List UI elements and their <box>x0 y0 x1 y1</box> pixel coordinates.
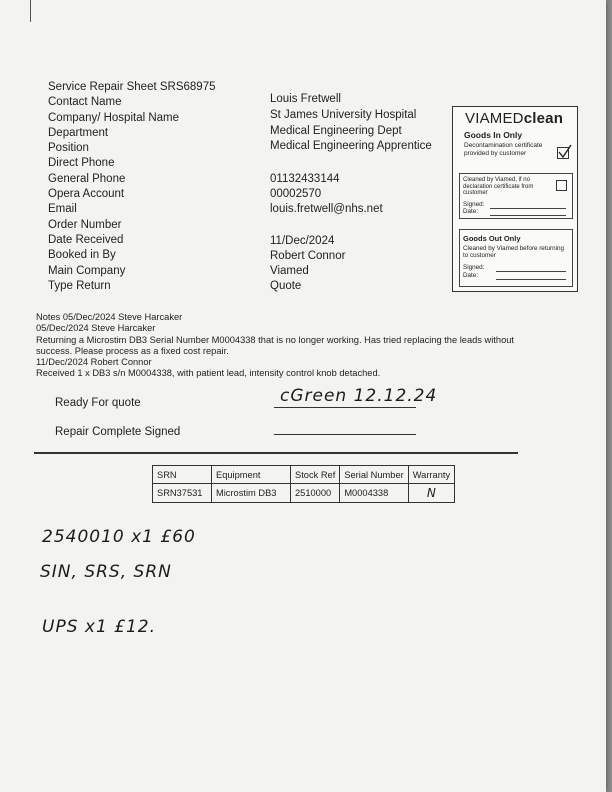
label-opera-account: Opera Account <box>48 188 125 201</box>
cleaned-by-viamed-text: Cleaned by Viamed, if no declaration certificate from customer <box>463 177 534 197</box>
notes-line: Notes 05/Dec/2024 Steve Harcaker <box>36 312 183 322</box>
header-warranty: Warranty <box>408 466 454 484</box>
label-department: Department <box>48 126 109 139</box>
header-stock-ref: Stock Ref <box>291 466 340 484</box>
page-edge-mark <box>30 0 31 22</box>
value-department: Medical Engineering Dept <box>270 125 402 137</box>
repair-complete-label: Repair Complete Signed <box>55 426 181 438</box>
cell-equipment: Microstim DB3 <box>212 484 291 503</box>
viamed-clean-box <box>452 106 578 292</box>
goods-in-text: Decontamination certificate provided by customer <box>464 142 543 157</box>
label-main-company: Main Company <box>48 264 126 277</box>
label-date-received: Date Received <box>48 233 124 246</box>
value-position: Medical Engineering Apprentice <box>270 140 432 152</box>
handwritten-note: SIN, SRS, SRN <box>40 562 172 582</box>
handwritten-note: 2540010 x1 £60 <box>42 527 196 547</box>
notes-line: 05/Dec/2024 Steve Harcaker <box>36 323 156 334</box>
label-order-number: Order Number <box>48 218 122 231</box>
goods-out-date-label: Date: <box>463 272 479 279</box>
cleaned-date-label: Date: <box>463 208 479 215</box>
ready-for-quote-label: Ready For quote <box>55 397 141 409</box>
notes-line: Returning a Microstim DB3 Serial Number M0004338 that is no longer working. Has tried replacing the leads without <box>36 334 514 345</box>
header-serial-number: Serial Number <box>340 466 408 484</box>
header-equipment: Equipment <box>212 466 291 484</box>
cell-srn: SRN37531 <box>153 484 212 503</box>
label-direct-phone: Direct Phone <box>48 157 115 170</box>
cleaned-by-viamed-checkbox[interactable] <box>556 180 567 191</box>
viamed-clean-logo: VIAMEDclean <box>465 110 564 127</box>
value-date-received: 11/Dec/2024 <box>270 235 335 247</box>
field-labels <box>48 80 216 294</box>
value-email: louis.fretwell@nhs.net <box>270 203 383 215</box>
notes-line: Received 1 x DB3 s/n M0004338, with patient lead, intensity control knob detached. <box>36 368 381 379</box>
table-header-row <box>153 466 455 484</box>
repair-signature-line <box>274 434 416 435</box>
label-email: Email <box>48 203 77 216</box>
cleaned-date-line <box>490 215 566 216</box>
cleaned-signed-line <box>490 208 566 209</box>
label-booked-in-by: Booked in By <box>48 249 116 262</box>
value-general-phone: 01132433144 <box>270 173 340 185</box>
cleaned-by-viamed-box <box>459 173 573 219</box>
equipment-table <box>152 465 455 503</box>
handwritten-note: UPS x1 £12. <box>42 617 157 637</box>
goods-in-title: Goods In Only <box>464 130 523 140</box>
header-srn: SRN <box>153 466 212 484</box>
check-mark-icon <box>556 144 572 160</box>
label-general-phone: General Phone <box>48 172 126 185</box>
cell-serial-number: M0004338 <box>340 484 408 503</box>
value-company: St James University Hospital <box>270 109 417 121</box>
goods-out-date-line <box>496 279 566 280</box>
notes-line: 11/Dec/2024 Robert Connor <box>36 357 152 368</box>
value-main-company: Viamed <box>270 265 309 277</box>
goods-out-box <box>459 229 573 287</box>
ready-for-quote-signature: cGreen 12.12.24 <box>280 386 438 406</box>
label-type-return: Type Return <box>48 279 111 292</box>
value-contact-name: Louis Fretwell <box>270 93 341 105</box>
cell-warranty: N <box>408 484 454 503</box>
label-company: Company/ Hospital Name <box>48 111 180 124</box>
value-booked-in-by: Robert Connor <box>270 250 346 262</box>
value-type-return: Quote <box>270 280 302 292</box>
goods-in-checkbox[interactable] <box>557 147 569 159</box>
notes-line: success. Please process as a fixed cost repair. <box>36 345 229 356</box>
table-row <box>153 484 455 503</box>
cell-stock-ref: 2510000 <box>291 484 340 503</box>
ready-signature-line <box>274 407 416 408</box>
goods-out-signed-label: Signed: <box>463 264 485 271</box>
goods-out-title: Goods Out Only <box>463 234 521 243</box>
goods-out-text: Cleaned by Viamed before returning to customer <box>463 245 565 259</box>
goods-out-signed-line <box>496 271 566 272</box>
cleaned-signed-label: Signed: <box>463 201 485 208</box>
label-contact-name: Contact Name <box>48 96 122 109</box>
section-divider <box>34 452 518 454</box>
notes-section <box>36 312 576 380</box>
label-position: Position <box>48 142 89 155</box>
value-opera-account: 00002570 <box>270 188 322 200</box>
label-title: Service Repair Sheet SRS68975 <box>48 81 216 93</box>
